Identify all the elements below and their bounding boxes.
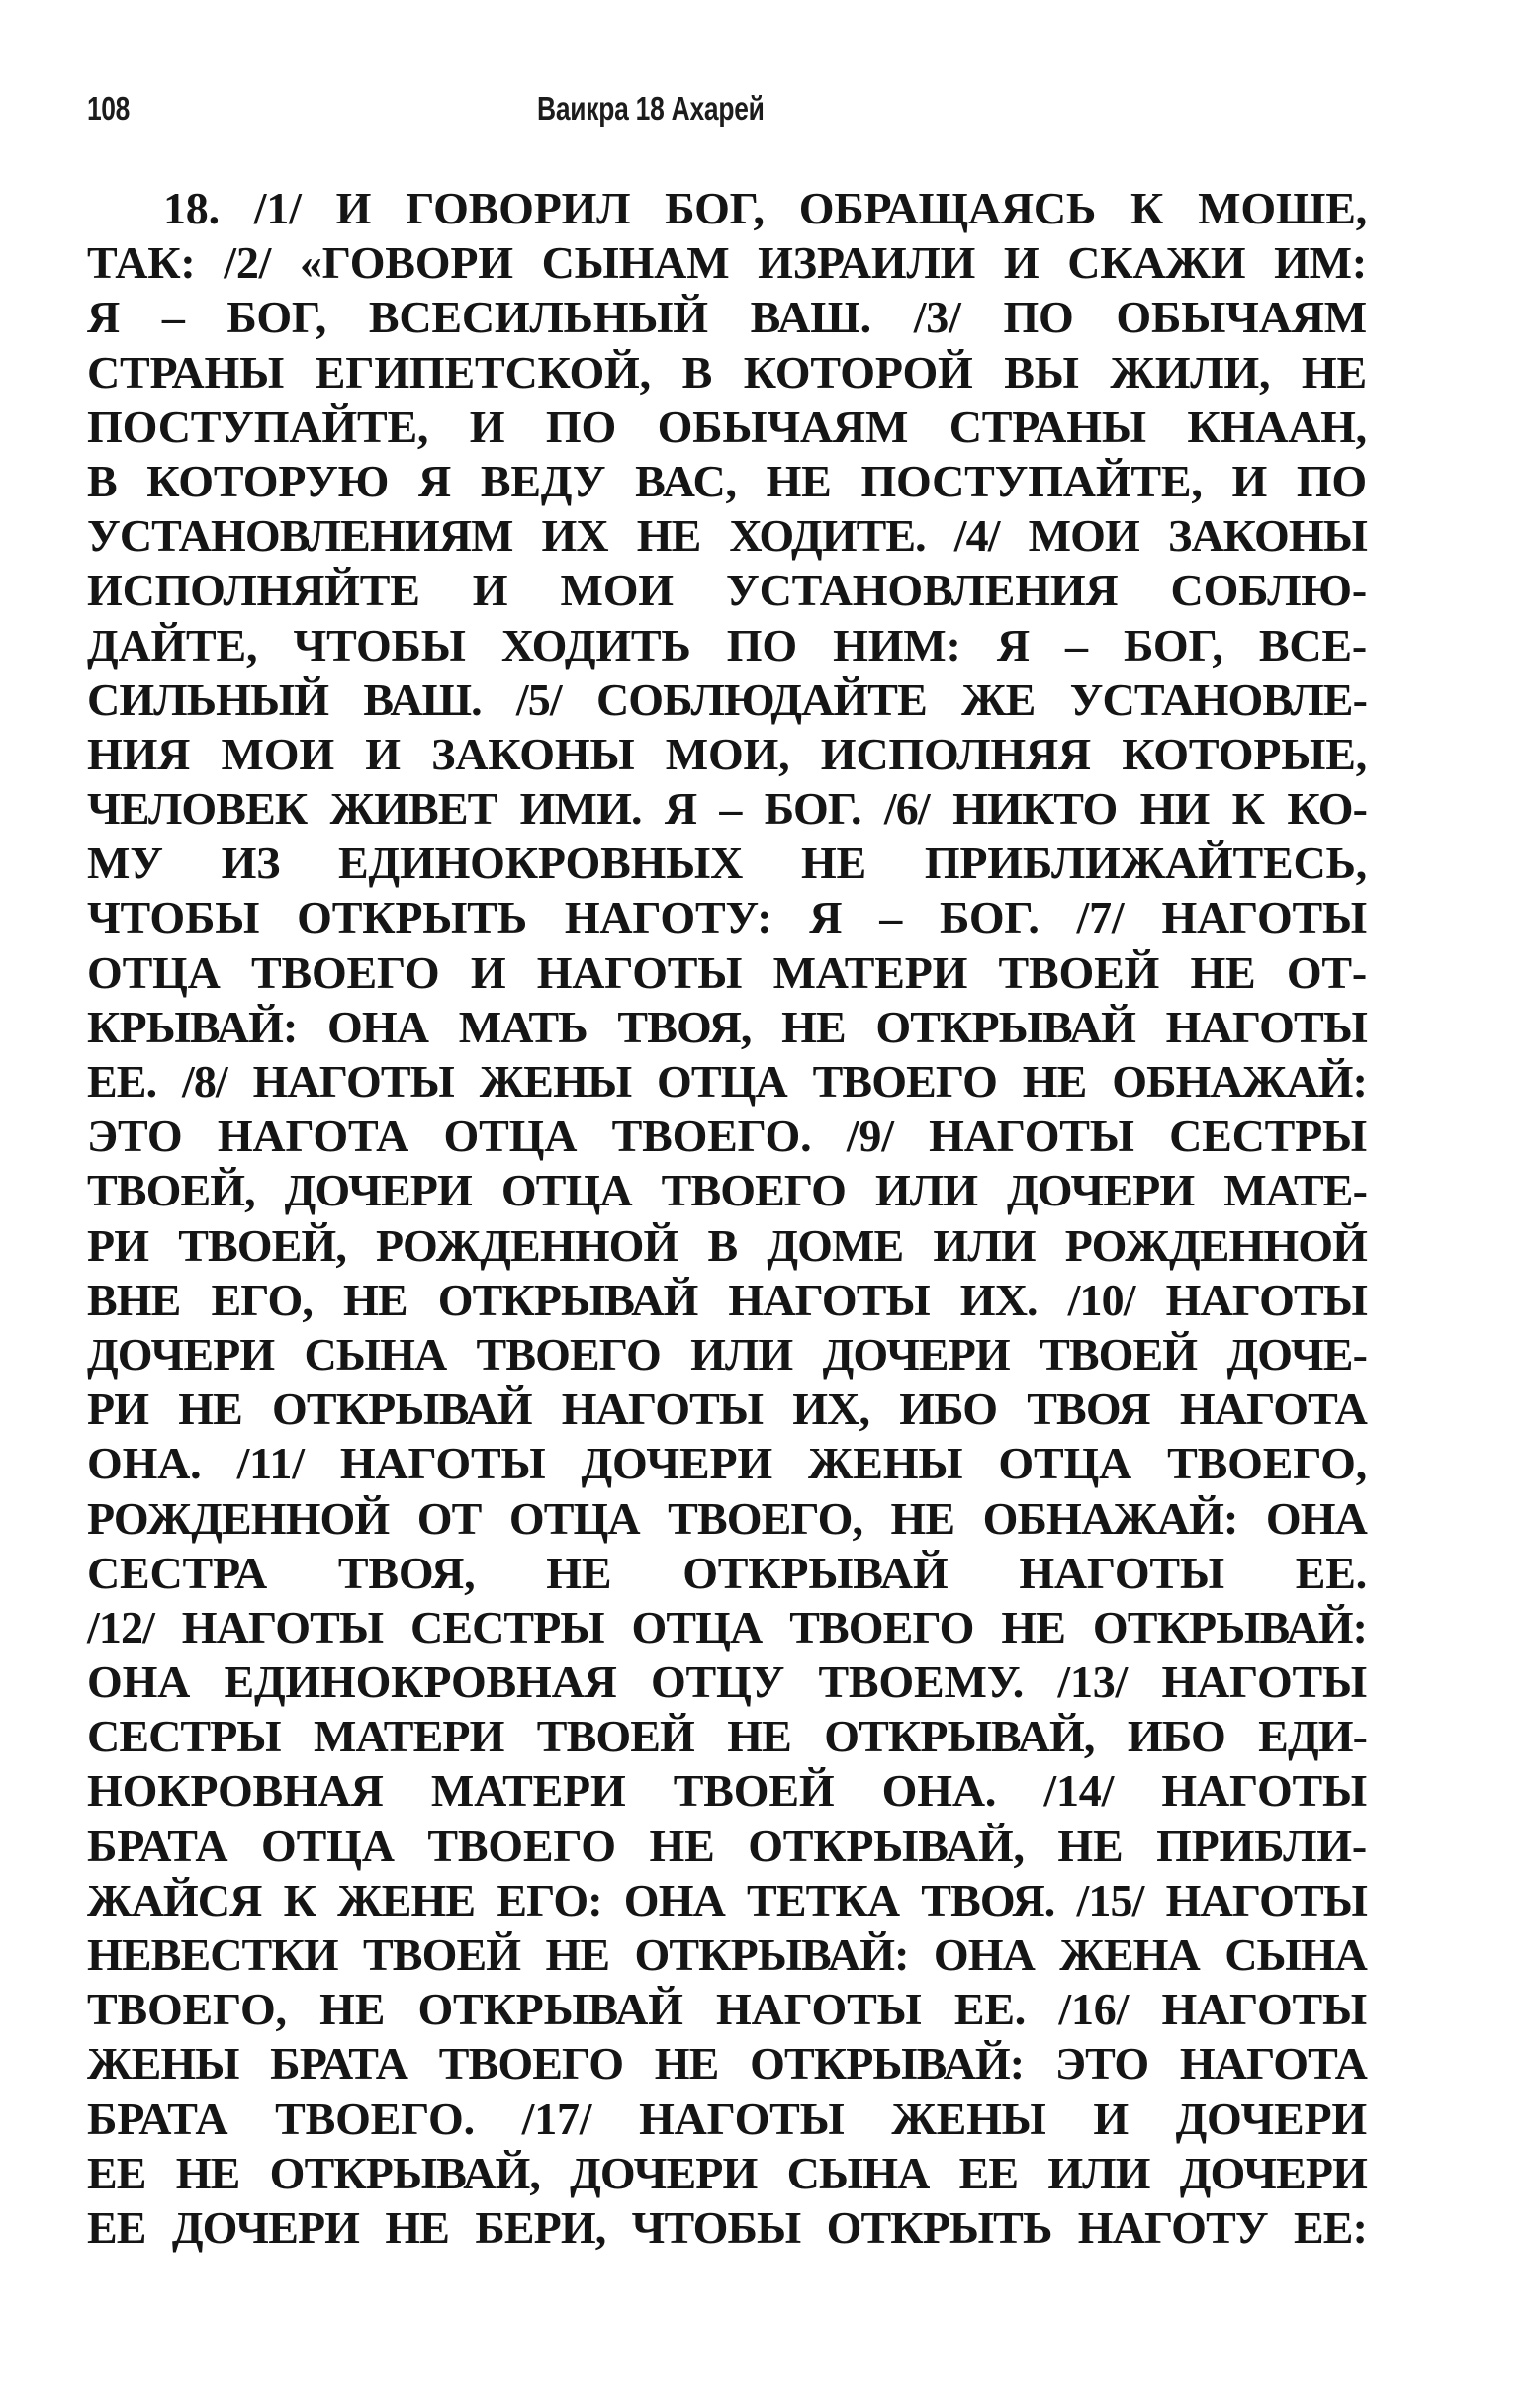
text-line: СЕСТРЫ МАТЕРИ ТВОЕЙ НЕ ОТКРЫВАЙ, ИБО ЕДИ- [87, 1711, 1367, 1762]
text-line: БРАТА ТВОЕГО. /17/ НАГОТЫ ЖЕНЫ И ДОЧЕРИ [87, 2093, 1367, 2144]
text-line: ЖЕНЫ БРАТА ТВОЕГО НЕ ОТКРЫВАЙ: ЭТО НАГОТА [87, 2038, 1367, 2090]
text-line: РИ ТВОЕЙ, РОЖДЕННОЙ В ДОМЕ ИЛИ РОЖДЕННОЙ [87, 1219, 1367, 1271]
text-line: ЧЕЛОВЕК ЖИВЕТ ИМИ. Я – БОГ. /6/ НИКТО НИ К КО- [87, 783, 1367, 835]
text-line: СИЛЬНЫЙ ВАШ. /5/ СОБЛЮДАЙТЕ ЖЕ УСТАНОВЛЕ- [87, 673, 1367, 725]
running-title: Ваикра 18 Ахарей [537, 90, 765, 127]
text-line: СТРАНЫ ЕГИПЕТСКОЙ, В КОТОРОЙ ВЫ ЖИЛИ, НЕ [87, 346, 1367, 398]
text-line: РОЖДЕННОЙ ОТ ОТЦА ТВОЕГО, НЕ ОБНАЖАЙ: ОНА [87, 1492, 1367, 1544]
page-number: 108 [87, 90, 130, 127]
text-line: МУ ИЗ ЕДИНОКРОВНЫХ НЕ ПРИБЛИЖАЙТЕСЬ, [87, 838, 1367, 889]
text-line: /12/ НАГОТЫ СЕСТРЫ ОТЦА ТВОЕГО НЕ ОТКРЫВАЙ: [87, 1601, 1367, 1652]
text-line: ОНА. /11/ НАГОТЫ ДОЧЕРИ ЖЕНЫ ОТЦА ТВОЕГО, [87, 1438, 1367, 1489]
text-line: ЕЕ ДОЧЕРИ НЕ БЕРИ, ЧТОБЫ ОТКРЫТЬ НАГОТУ ЕЕ: [87, 2201, 1367, 2253]
text-line: УСТАНОВЛЕНИЯМ ИХ НЕ ХОДИТЕ. /4/ МОИ ЗАКОНЫ [87, 510, 1367, 562]
text-line: ДАЙТЕ, ЧТОБЫ ХОДИТЬ ПО НИМ: Я – БОГ, ВСЕ- [87, 619, 1367, 670]
text-line: В КОТОРУЮ Я ВЕДУ ВАС, НЕ ПОСТУПАЙТЕ, И ПО [87, 455, 1367, 506]
text-line: ПОСТУПАЙТЕ, И ПО ОБЫЧАЯМ СТРАНЫ КНААН, [87, 401, 1367, 452]
text-line: НЕВЕСТКИ ТВОЕЙ НЕ ОТКРЫВАЙ: ОНА ЖЕНА СЫНА [87, 1929, 1367, 1980]
text-line: ТВОЕЙ, ДОЧЕРИ ОТЦА ТВОЕГО ИЛИ ДОЧЕРИ МАТЕ- [87, 1165, 1367, 1216]
text-line: ОТЦА ТВОЕГО И НАГОТЫ МАТЕРИ ТВОЕЙ НЕ ОТ- [87, 946, 1367, 998]
text-line: ЧТОБЫ ОТКРЫТЬ НАГОТУ: Я – БОГ. /7/ НАГОТЫ [87, 892, 1367, 943]
text-line: БРАТА ОТЦА ТВОЕГО НЕ ОТКРЫВАЙ, НЕ ПРИБЛИ- [87, 1820, 1367, 1871]
text-line: ОНА ЕДИНОКРОВНАЯ ОТЦУ ТВОЕМУ. /13/ НАГОТЫ [87, 1656, 1367, 1708]
text-line: ЭТО НАГОТА ОТЦА ТВОЕГО. /9/ НАГОТЫ СЕСТРЫ [87, 1111, 1367, 1162]
text-line: КРЫВАЙ: ОНА МАТЬ ТВОЯ, НЕ ОТКРЫВАЙ НАГОТЫ [87, 1001, 1367, 1052]
text-line: НИЯ МОИ И ЗАКОНЫ МОИ, ИСПОЛНЯЯ КОТОРЫЕ, [87, 728, 1367, 779]
text-line: ТАК: /2/ «ГОВОРИ СЫНАМ ИЗРАИЛИ И СКАЖИ ИМ: [87, 237, 1367, 289]
text-line: ИСПОЛНЯЙТЕ И МОИ УСТАНОВЛЕНИЯ СОБЛЮ- [87, 565, 1367, 616]
running-header [87, 87, 1367, 131]
text-line: РИ НЕ ОТКРЫВАЙ НАГОТЫ ИХ, ИБО ТВОЯ НАГОТА [87, 1383, 1367, 1435]
chapter-text [87, 181, 1367, 2255]
text-line: ТВОЕГО, НЕ ОТКРЫВАЙ НАГОТЫ ЕЕ. /16/ НАГОТЫ [87, 1984, 1367, 2035]
text-line: СЕСТРА ТВОЯ, НЕ ОТКРЫВАЙ НАГОТЫ ЕЕ. [87, 1547, 1367, 1598]
text-line: ЕЕ НЕ ОТКРЫВАЙ, ДОЧЕРИ СЫНА ЕЕ ИЛИ ДОЧЕРИ [87, 2147, 1367, 2198]
text-line: ВНЕ ЕГО, НЕ ОТКРЫВАЙ НАГОТЫ ИХ. /10/ НАГОТЫ [87, 1274, 1367, 1325]
text-line: НОКРОВНАЯ МАТЕРИ ТВОЕЙ ОНА. /14/ НАГОТЫ [87, 1765, 1367, 1817]
text-line: ДОЧЕРИ СЫНА ТВОЕГО ИЛИ ДОЧЕРИ ТВОЕЙ ДОЧЕ- [87, 1328, 1367, 1380]
text-line: ЕЕ. /8/ НАГОТЫ ЖЕНЫ ОТЦА ТВОЕГО НЕ ОБНАЖАЙ: [87, 1056, 1367, 1107]
text-line: Я – БОГ, ВСЕСИЛЬНЫЙ ВАШ. /3/ ПО ОБЫЧАЯМ [87, 292, 1367, 343]
text-line: ЖАЙСЯ К ЖЕНЕ ЕГО: ОНА ТЕТКА ТВОЯ. /15/ НАГОТЫ [87, 1874, 1367, 1925]
text-line: 18. /1/ И ГОВОРИЛ БОГ, ОБРАЩАЯСЬ К МОШЕ, [163, 183, 1367, 233]
